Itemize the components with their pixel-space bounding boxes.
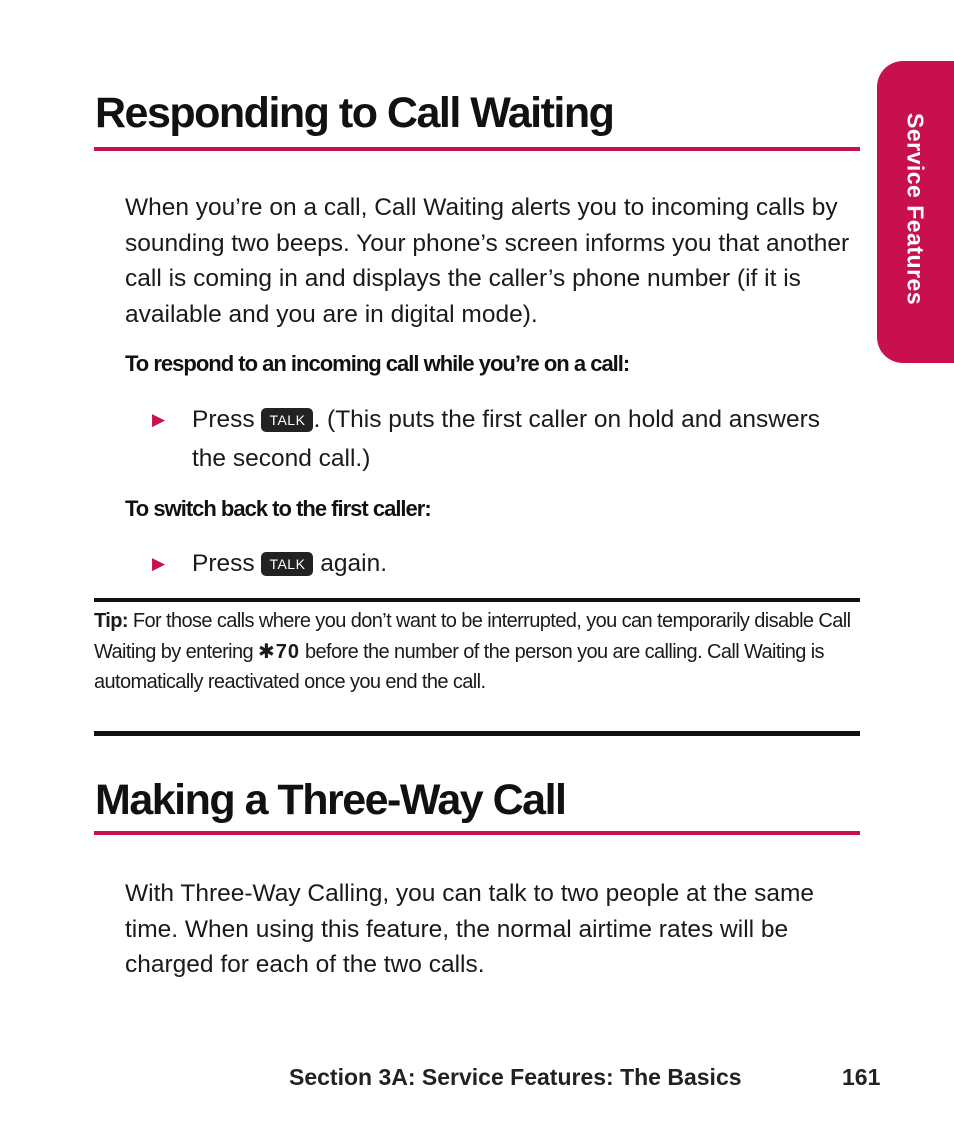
side-tab-label: Service Features xyxy=(902,113,929,306)
bullet-prefix: Press xyxy=(192,550,255,577)
step-bullet-switch-back xyxy=(192,544,832,583)
tip-box xyxy=(94,606,864,698)
star-code: ✱70 xyxy=(258,640,301,663)
section-title-three-way-call: Making a Three-Way Call xyxy=(95,776,566,824)
tip-text-before: For those calls where you don’t want to be interrupted, you can temporarily disable Call Waiting by entering xyxy=(94,610,851,663)
tip-bottom-rule xyxy=(94,731,860,736)
title-underline xyxy=(94,147,860,151)
triangle-right-icon: ▶ xyxy=(152,410,166,429)
page-number: 161 xyxy=(842,1064,881,1090)
triangle-right-icon: ▶ xyxy=(152,554,166,573)
section-title-call-waiting: Responding to Call Waiting xyxy=(95,89,614,137)
talk-key-icon: TALK xyxy=(261,552,313,576)
tip-text-after: before the number of the person you are calling. Call Waiting is automatically reactivated once you end the call. xyxy=(94,640,824,693)
tip-label: Tip: xyxy=(94,610,128,632)
three-way-intro: With Three-Way Calling, you can talk to two people at the same time. When using this feature, the normal airtime rates will be charged for each of the two calls. xyxy=(125,880,815,978)
talk-key-icon: TALK xyxy=(261,408,313,432)
footer-section-title: Section 3A: Service Features: The Basics xyxy=(289,1064,742,1090)
tip-top-rule xyxy=(94,598,860,602)
step-bullet-respond xyxy=(192,400,832,478)
title-underline xyxy=(94,831,860,835)
step-heading-switch-back: To switch back to the first caller: xyxy=(125,496,431,521)
bullet-prefix: Press xyxy=(192,406,255,433)
call-waiting-intro: When you’re on a call, Call Waiting alerts you to incoming calls by sounding two beeps. Your phone’s screen informs you that another call is coming in and displays the caller’s phone number (if it is available and you are in digital mode). xyxy=(125,194,850,328)
step-heading-respond: To respond to an incoming call while you’re on a call: xyxy=(125,351,630,376)
side-tab xyxy=(877,61,954,363)
bullet-suffix: . (This puts the first caller on hold and answers the second call.) xyxy=(192,406,821,472)
bullet-suffix: again. xyxy=(320,550,388,577)
